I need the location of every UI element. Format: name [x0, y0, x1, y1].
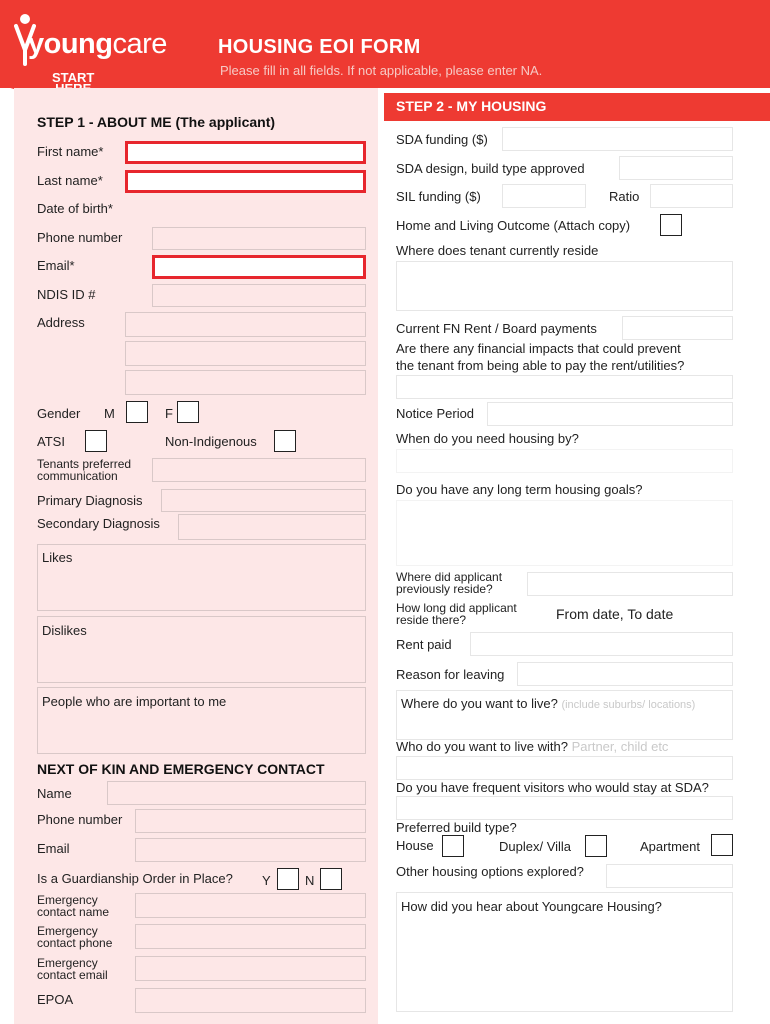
financial-impact-field[interactable] — [396, 375, 733, 399]
ratio-field[interactable] — [650, 184, 733, 208]
gender-label: Gender — [37, 406, 81, 421]
ndis-label: NDIS ID # — [37, 287, 96, 302]
kin-email-field[interactable] — [135, 838, 366, 862]
ratio-label: Ratio — [609, 189, 640, 204]
email-label: Email* — [37, 258, 75, 273]
address-field-2[interactable] — [125, 341, 366, 366]
notice-period-label: Notice Period — [396, 406, 475, 421]
rent-paid-label: Rent paid — [396, 637, 452, 652]
start-here-label: START — [52, 70, 95, 85]
apartment-checkbox[interactable] — [711, 834, 733, 856]
fn-rent-field[interactable] — [622, 316, 733, 340]
who-live-field[interactable] — [396, 756, 733, 780]
important-people-label: People who are important to me — [42, 694, 227, 709]
previous-residence-field[interactable] — [527, 572, 733, 596]
kin-name-field[interactable] — [107, 781, 366, 805]
epoa-field[interactable] — [135, 988, 366, 1013]
address-field-1[interactable] — [125, 312, 366, 337]
visitors-label: Do you have frequent visitors who would stay at SDA? — [396, 780, 709, 795]
financial-impact-label-1: Are there any financial impacts that could prevent — [396, 341, 681, 356]
last-name-label: Last name* — [37, 173, 103, 188]
kin-heading: NEXT OF KIN AND EMERGENCY CONTACT — [37, 761, 325, 777]
sda-funding-label: SDA funding ($) — [396, 132, 488, 147]
notice-period-field[interactable] — [487, 402, 733, 426]
secondary-diagnosis-field[interactable] — [178, 514, 366, 540]
who-live-label: Who do you want to live with? Partner, child etc — [396, 739, 669, 754]
ec-email-label: Emergency contact email — [37, 956, 108, 982]
fn-rent-label: Current FN Rent / Board payments — [396, 321, 597, 336]
visitors-field[interactable] — [396, 796, 733, 820]
gender-f-checkbox[interactable] — [177, 401, 199, 423]
address-label: Address — [37, 315, 85, 330]
ec-phone-label: Emergency contact phone — [37, 924, 113, 950]
guardianship-yes-checkbox[interactable] — [277, 868, 299, 890]
primary-diagnosis-label: Primary Diagnosis — [37, 493, 143, 508]
email-field[interactable] — [152, 255, 366, 279]
sda-funding-field[interactable] — [502, 127, 733, 151]
kin-name-label: Name — [37, 786, 72, 801]
dob-label: Date of birth* — [37, 201, 113, 216]
other-options-field[interactable] — [606, 864, 733, 888]
first-name-field[interactable] — [125, 141, 366, 164]
likes-label: Likes — [42, 550, 73, 565]
hlo-label: Home and Living Outcome (Attach copy) — [396, 218, 631, 233]
housing-needed-label: When do you need housing by? — [396, 431, 579, 446]
phone-field[interactable] — [152, 227, 366, 250]
housing-goals-label: Do you have any long term housing goals? — [396, 482, 643, 497]
where-live-label: Where do you want to live? (include suburbs/ locations) — [401, 696, 696, 711]
kin-phone-field[interactable] — [135, 809, 366, 833]
first-name-label: First name* — [37, 144, 104, 159]
financial-impact-label-2: the tenant from being able to pay the rent/utilities? — [396, 358, 685, 373]
duplex-label: Duplex/ Villa — [499, 839, 572, 854]
primary-diagnosis-field[interactable] — [161, 489, 366, 512]
gender-m-label: M — [104, 406, 115, 421]
address-field-3[interactable] — [125, 370, 366, 395]
sil-funding-field[interactable] — [502, 184, 586, 208]
step2-heading: STEP 2 - MY HOUSING — [396, 98, 547, 114]
preferred-communication-field[interactable] — [152, 458, 366, 482]
step1-heading: STEP 1 - ABOUT ME (The applicant) — [37, 114, 276, 130]
hlo-checkbox[interactable] — [660, 214, 682, 236]
logo: youngcare — [28, 28, 167, 60]
guardianship-label: Is a Guardianship Order in Place? — [37, 871, 233, 886]
housing-needed-field[interactable] — [396, 449, 733, 473]
reason-leaving-label: Reason for leaving — [396, 667, 505, 682]
current-residence-field[interactable] — [396, 261, 733, 311]
non-indigenous-label: Non-Indigenous — [165, 434, 257, 449]
atsi-checkbox[interactable] — [85, 430, 107, 452]
non-indigenous-checkbox[interactable] — [274, 430, 296, 452]
last-name-field[interactable] — [125, 170, 366, 193]
rent-paid-field[interactable] — [470, 632, 733, 656]
sil-funding-label: SIL funding ($) — [396, 189, 481, 204]
phone-label: Phone number — [37, 230, 123, 245]
build-type-label: Preferred build type? — [396, 820, 517, 835]
atsi-label: ATSI — [37, 434, 65, 449]
kin-email-label: Email — [37, 841, 70, 856]
guardianship-no-checkbox[interactable] — [320, 868, 342, 890]
residence-duration-label: How long did applicant reside there? — [396, 601, 517, 627]
kin-phone-label: Phone number — [37, 812, 123, 827]
ec-email-field[interactable] — [135, 956, 366, 981]
house-label: House — [396, 838, 434, 853]
dislikes-label: Dislikes — [42, 623, 87, 638]
reason-leaving-field[interactable] — [517, 662, 733, 686]
likes-field[interactable] — [37, 544, 366, 611]
apartment-label: Apartment — [640, 839, 700, 854]
house-checkbox[interactable] — [442, 835, 464, 857]
epoa-label: EPOA — [37, 992, 74, 1007]
ec-name-label: Emergency contact name — [37, 893, 110, 919]
guardianship-no-label: N — [305, 873, 315, 888]
gender-m-checkbox[interactable] — [126, 401, 148, 423]
form-subtitle: Please fill in all fields. If not applicable, please enter NA. — [220, 63, 543, 78]
ndis-field[interactable] — [152, 284, 366, 307]
ec-name-field[interactable] — [135, 893, 366, 918]
current-residence-label: Where does tenant currently reside — [396, 243, 599, 258]
other-options-label: Other housing options explored? — [396, 864, 584, 879]
who-live-hint: Partner, child etc — [571, 739, 669, 754]
housing-goals-field[interactable] — [396, 500, 733, 566]
hear-about-label: How did you hear about Youngcare Housing? — [401, 899, 662, 914]
step2-heading-bar — [384, 93, 770, 121]
previous-residence-label: Where did applicant previously reside? — [396, 570, 503, 596]
ec-phone-field[interactable] — [135, 924, 366, 949]
gender-f-label: F — [165, 406, 173, 421]
preferred-communication-label: Tenants preferred communication — [37, 457, 132, 483]
form-title: HOUSING EOI FORM — [218, 36, 421, 58]
sda-design-field[interactable] — [619, 156, 733, 180]
secondary-diagnosis-label: Secondary Diagnosis — [37, 516, 160, 531]
where-live-hint: (include suburbs/ locations) — [561, 699, 696, 711]
duplex-checkbox[interactable] — [585, 835, 607, 857]
from-to-date-field[interactable]: From date, To date — [556, 606, 674, 622]
guardianship-yes-label: Y — [262, 873, 271, 888]
sda-design-label: SDA design, build type approved — [396, 161, 585, 176]
